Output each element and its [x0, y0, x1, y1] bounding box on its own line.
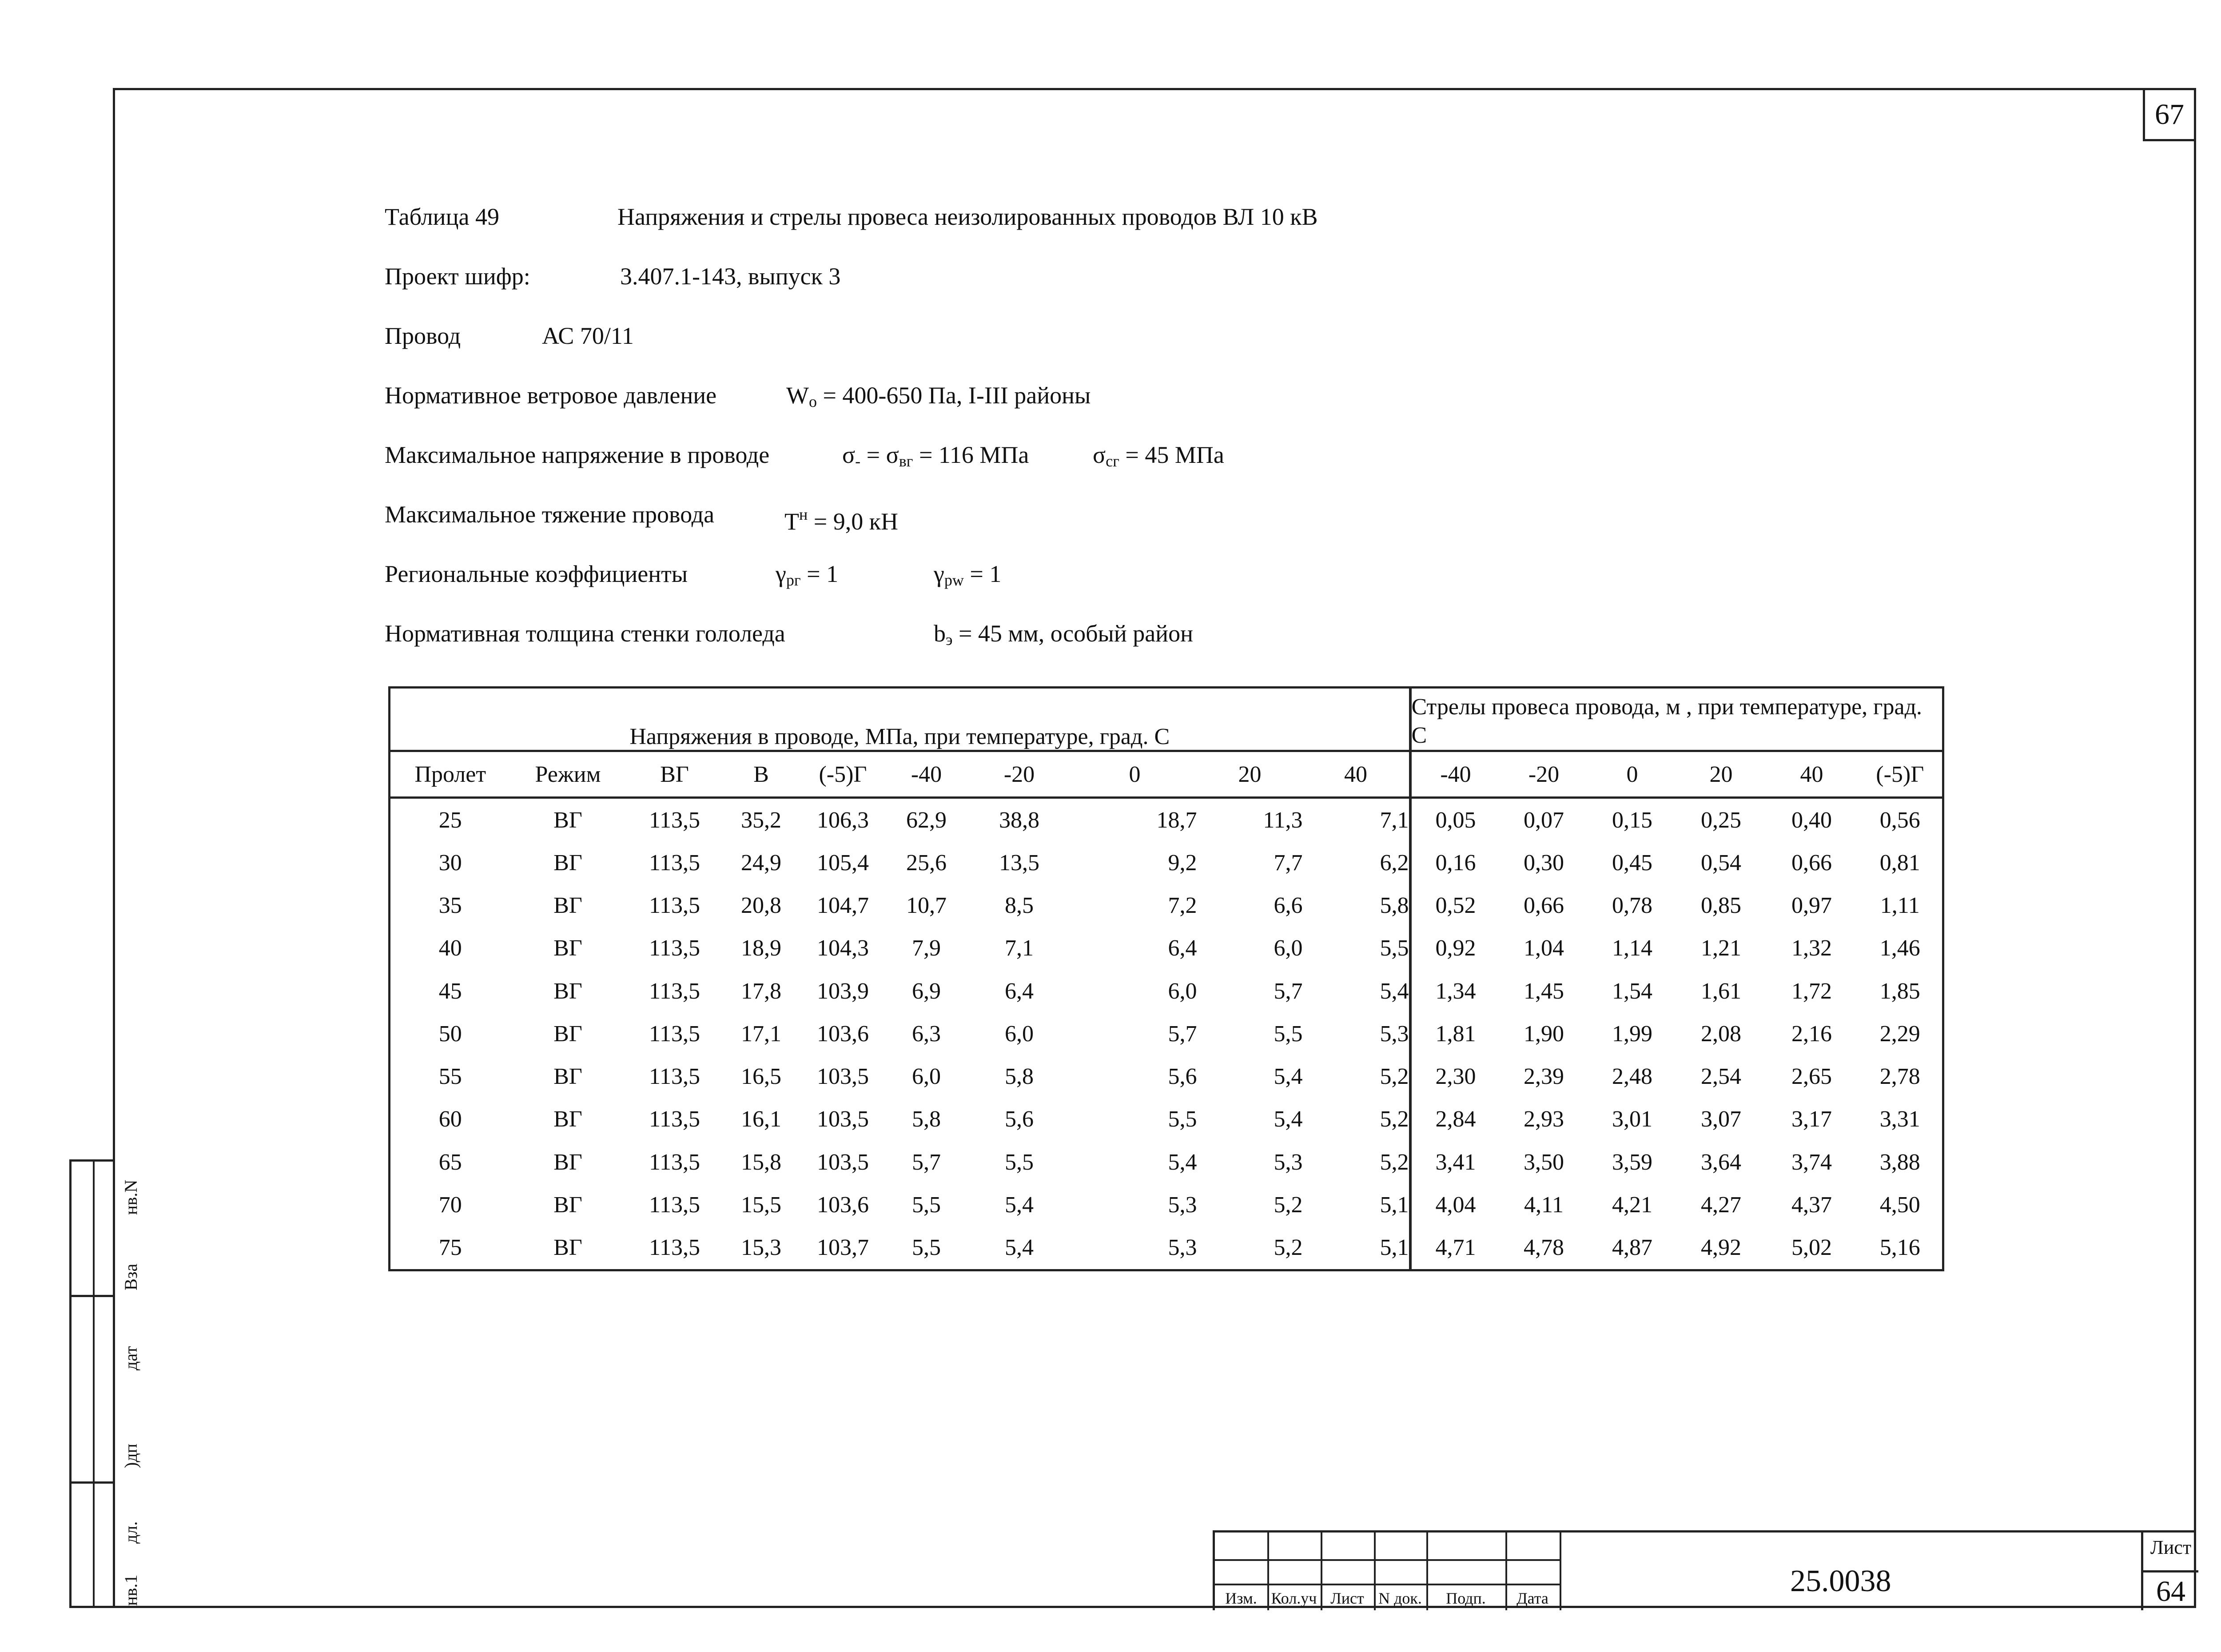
column-header: -40	[887, 751, 966, 798]
table-row	[390, 1183, 1943, 1226]
table-cell: 2,65	[1791, 1064, 1832, 1090]
table-cell: 35	[438, 893, 462, 919]
table-cell: 5,8	[1380, 893, 1409, 919]
table-row	[390, 1141, 1943, 1183]
document-code: 25.0038	[1790, 1564, 1891, 1598]
tb-hline-1	[1215, 1559, 1561, 1561]
table-cell: ВГ	[553, 1107, 582, 1132]
column-header: 0	[1588, 751, 1677, 798]
table-cell: 5,7	[912, 1149, 941, 1175]
table-cell: ВГ	[553, 1192, 582, 1218]
table-cell: 0,85	[1701, 893, 1742, 919]
table-cell: 103,6	[817, 1021, 869, 1047]
table-body	[390, 798, 1943, 1270]
table-cell: 75	[438, 1235, 462, 1261]
table-cell: 113,5	[649, 1021, 701, 1047]
table-cell: 5,1	[1380, 1192, 1409, 1218]
table-cell: 1,54	[1612, 978, 1653, 1004]
wind-value: $W_o = 400-650$ Па, I-III районы	[786, 382, 1091, 410]
table-cell: 7,2	[1168, 893, 1197, 919]
table-cell: 65	[438, 1149, 462, 1175]
coef-label: Региональные коэффициенты	[385, 561, 688, 587]
table-cell: 3,74	[1791, 1149, 1832, 1175]
table-cell: ВГ	[553, 850, 582, 876]
tb-label-list: Лист	[1330, 1589, 1364, 1607]
table-cell: 0,54	[1701, 850, 1742, 876]
table-cell: 4,21	[1612, 1192, 1653, 1218]
table-cell: 4,37	[1791, 1192, 1832, 1218]
table-cell: 5,5	[1274, 1021, 1303, 1047]
table-cell: 5,2	[1380, 1064, 1409, 1090]
table-cell: 103,5	[817, 1107, 869, 1132]
table-cell: 25,6	[906, 850, 947, 876]
table-cell: 6,6	[1274, 893, 1303, 919]
tb-label-ndok: N док.	[1378, 1589, 1422, 1607]
table-row	[390, 1226, 1943, 1270]
table-cell: 6,0	[1005, 1021, 1034, 1047]
side-stamp-label-1b: нв.N	[121, 1179, 141, 1215]
table-cell: 5,8	[1005, 1064, 1034, 1090]
column-header: Пролет	[390, 751, 510, 798]
table-row	[390, 1055, 1943, 1098]
table-cell: 113,5	[649, 1107, 701, 1132]
side-stamp-label-2a: дат	[121, 1346, 141, 1370]
table-cell: 15,5	[741, 1192, 781, 1218]
table-cell: 0,78	[1612, 893, 1653, 919]
table-cell: 1,45	[1524, 978, 1564, 1004]
table-cell: ВГ	[553, 1149, 582, 1175]
sheet-number: 64	[2143, 1570, 2198, 1610]
table-cell: 8,5	[1005, 893, 1034, 919]
table-cell: 4,27	[1701, 1192, 1742, 1218]
column-header: -40	[1410, 751, 1500, 798]
table-cell: 3,59	[1612, 1149, 1653, 1175]
table-cell: 106,3	[817, 807, 869, 833]
table-row	[390, 884, 1943, 927]
side-stamp-divider-2	[72, 1481, 115, 1484]
side-stamp-label-2b: )дп	[121, 1443, 141, 1468]
table-cell: 0,92	[1410, 927, 1500, 970]
table-cell: 1,90	[1524, 1021, 1564, 1047]
table-cell: 7,7	[1274, 850, 1303, 876]
table-cell: 103,9	[817, 978, 869, 1004]
table-cell: 2,30	[1410, 1055, 1500, 1098]
table-cell: 5,5	[1005, 1149, 1034, 1175]
table-cell: 5,8	[912, 1107, 941, 1132]
table-cell: 105,4	[817, 850, 869, 876]
table-cell: 0,07	[1524, 807, 1564, 833]
table-cell: 0,15	[1612, 807, 1653, 833]
table-cell: 24,9	[741, 850, 781, 876]
table-cell: 2,48	[1612, 1064, 1653, 1090]
table-cell: 5,7	[1168, 1021, 1197, 1047]
table-cell: 2,08	[1701, 1021, 1742, 1047]
page-number: 67	[2143, 88, 2196, 141]
table-cell: 4,11	[1524, 1192, 1564, 1218]
table-row	[390, 1098, 1943, 1141]
project-label: Проект шифр:	[385, 263, 530, 290]
table-cell: 17,8	[741, 978, 781, 1004]
table-cell: 3,41	[1410, 1141, 1500, 1183]
table-cell: 113,5	[649, 850, 701, 876]
table-cell: 30	[438, 850, 462, 876]
table-cell: 5,4	[1168, 1149, 1197, 1175]
table-cell: 5,5	[1168, 1107, 1197, 1132]
table-cell: 3,01	[1612, 1107, 1653, 1132]
table-cell: 113,5	[649, 1192, 701, 1218]
table-cell: 10,7	[906, 893, 947, 919]
table-cell: 4,78	[1524, 1235, 1564, 1261]
table-cell: 5,4	[1005, 1192, 1034, 1218]
tension-value: $T^н = 9,0$ кН	[784, 506, 898, 535]
table-cell: 3,50	[1524, 1149, 1564, 1175]
table-cell: 1,32	[1791, 935, 1832, 961]
table-row	[390, 798, 1943, 842]
table-cell: 6,9	[912, 978, 941, 1004]
table-cell: 5,2	[1380, 1107, 1409, 1132]
table-cell: 5,3	[1168, 1192, 1197, 1218]
table-cell: 15,8	[741, 1149, 781, 1175]
table-cell: 2,29	[1879, 1021, 1920, 1047]
table-cell: 4,04	[1410, 1183, 1500, 1226]
table-cell: 0,52	[1410, 884, 1500, 927]
coef-2: $\gamma_{pw} = 1$	[934, 561, 1002, 589]
side-stamp	[69, 1159, 141, 1608]
column-header: -20	[1500, 751, 1588, 798]
table-cell: ВГ	[553, 807, 582, 833]
table-cell: 6,2	[1380, 850, 1409, 876]
table-cell: 103,6	[817, 1192, 869, 1218]
table-cell: 5,5	[912, 1235, 941, 1261]
table-cell: 113,5	[649, 1235, 701, 1261]
table-cell: 103,7	[817, 1235, 869, 1261]
ice-value: $b_э = 45$ мм, особый район	[934, 620, 1193, 649]
table-cell: 5,02	[1791, 1235, 1832, 1261]
tb-vline-6	[1560, 1533, 1561, 1610]
stress-value-1: $\sigma_- = \sigma_{вг} = 116$ МПа	[842, 442, 1029, 470]
stress-label: Максимальное напряжение в проводе	[385, 442, 770, 468]
sag-group-header: Стрелы провеса провода, м , при температуре, град. С	[1410, 688, 1943, 751]
tension-label: Максимальное тяжение провода	[385, 501, 715, 528]
table-cell: 4,92	[1701, 1235, 1742, 1261]
table-cell: 2,54	[1701, 1064, 1742, 1090]
table-cell: ВГ	[553, 893, 582, 919]
table-cell: 7,1	[1380, 807, 1409, 833]
table-row	[390, 970, 1943, 1012]
table-cell: ВГ	[553, 935, 582, 961]
table-cell: 2,16	[1791, 1021, 1832, 1047]
column-header: (-5)Г	[799, 751, 887, 798]
column-header: 20	[1677, 751, 1766, 798]
table-cell: 113,5	[649, 807, 701, 833]
side-stamp-label-3a: дл.	[121, 1521, 141, 1544]
table-cell: 3,07	[1701, 1107, 1742, 1132]
table-cell: 103,5	[817, 1064, 869, 1090]
table-cell: 0,81	[1879, 850, 1920, 876]
table-cell: 0,97	[1791, 893, 1832, 919]
tb-hline-2	[1215, 1584, 1561, 1585]
tb-label-izm: Изм.	[1225, 1589, 1257, 1607]
table-cell: 5,3	[1168, 1235, 1197, 1261]
column-header: 40	[1766, 751, 1858, 798]
table-cell: 5,2	[1380, 1149, 1409, 1175]
table-cell: 113,5	[649, 1064, 701, 1090]
table-cell: 38,8	[999, 807, 1039, 833]
table-cell: 113,5	[649, 893, 701, 919]
table-cell: 5,4	[1005, 1235, 1034, 1261]
column-header: -20	[966, 751, 1073, 798]
table-cell: 40	[438, 935, 462, 961]
table-cell: 2,78	[1879, 1064, 1920, 1090]
table-cell: 45	[438, 978, 462, 1004]
table-label: Таблица 49	[385, 203, 499, 230]
wind-label: Нормативное ветровое давление	[385, 382, 717, 409]
column-header: 40	[1303, 751, 1410, 798]
table-cell: 6,4	[1005, 978, 1034, 1004]
table-cell: 5,3	[1274, 1149, 1303, 1175]
stress-sag-table	[388, 686, 1944, 1271]
table-cell: 0,40	[1791, 807, 1832, 833]
tb-label-koluch: Кол.уч	[1271, 1589, 1317, 1607]
table-cell: 1,99	[1612, 1021, 1653, 1047]
table-cell: 4,87	[1612, 1235, 1653, 1261]
table-cell: 17,1	[741, 1021, 781, 1047]
table-cell: 6,0	[1168, 978, 1197, 1004]
side-stamp-divider-1	[72, 1295, 115, 1297]
table-cell: ВГ	[553, 1021, 582, 1047]
table-cell: 4,71	[1410, 1226, 1500, 1270]
column-header: Режим	[510, 751, 626, 798]
table-cell: 0,66	[1524, 893, 1564, 919]
table-cell: 3,31	[1879, 1107, 1920, 1132]
table-cell: 103,5	[817, 1149, 869, 1175]
table-row	[390, 841, 1943, 884]
table-cell: 5,2	[1274, 1235, 1303, 1261]
table-cell: 6,3	[912, 1021, 941, 1047]
table-cell: 5,5	[912, 1192, 941, 1218]
column-header: 0	[1073, 751, 1197, 798]
table-cell: 7,9	[912, 935, 941, 961]
table-cell: 1,61	[1701, 978, 1742, 1004]
table-cell: 9,2	[1168, 850, 1197, 876]
title-block-grid	[1213, 1533, 1561, 1610]
table-row	[390, 1012, 1943, 1055]
table-cell: 1,21	[1701, 935, 1742, 961]
column-header: В	[724, 751, 799, 798]
table-cell: 62,9	[906, 807, 947, 833]
table-cell: 2,84	[1410, 1098, 1500, 1141]
table-cell: 2,93	[1524, 1107, 1564, 1132]
side-stamp-label-1: Вза	[121, 1263, 141, 1290]
table-cell: 104,3	[817, 935, 869, 961]
column-header: (-5)Г	[1858, 751, 1943, 798]
column-header: ВГ	[626, 751, 724, 798]
wire-label: Провод	[385, 322, 461, 349]
table-cell: 5,7	[1274, 978, 1303, 1004]
table-cell: 5,6	[1005, 1107, 1034, 1132]
stress-group-header: Напряжения в проводе, МПа, при температуре, град. С	[390, 688, 1410, 751]
table-cell: 6,4	[1168, 935, 1197, 961]
ice-label: Нормативная толщина стенки гололеда	[385, 620, 785, 647]
wire-value: АС 70/11	[542, 322, 634, 349]
table-cell: 25	[438, 807, 462, 833]
table-cell: ВГ	[553, 1235, 582, 1261]
table-cell: 2,39	[1524, 1064, 1564, 1090]
table-cell: 1,04	[1524, 935, 1564, 961]
table-cell: 60	[438, 1107, 462, 1132]
table-cell: 16,1	[741, 1107, 781, 1132]
table-cell: 3,17	[1791, 1107, 1832, 1132]
table-cell: 113,5	[649, 1149, 701, 1175]
table-cell: 1,14	[1612, 935, 1653, 961]
table-cell: 5,4	[1274, 1064, 1303, 1090]
table-cell: 1,46	[1879, 935, 1920, 961]
table-cell: 113,5	[649, 978, 701, 1004]
table-cell: 104,7	[817, 893, 869, 919]
tb-label-data: Дата	[1516, 1589, 1548, 1607]
table-cell: 20,8	[741, 893, 781, 919]
table-cell: 6,0	[1274, 935, 1303, 961]
table-cell: 3,64	[1701, 1149, 1742, 1175]
sheet-label: Лист	[2150, 1537, 2192, 1558]
table-cell: 13,5	[999, 850, 1039, 876]
sheet-box	[2141, 1533, 2198, 1610]
table-cell: 5,3	[1380, 1021, 1409, 1047]
table-cell: 5,1	[1380, 1235, 1409, 1261]
table-cell: 1,85	[1879, 978, 1920, 1004]
table-cell: 5,5	[1380, 935, 1409, 961]
coef-1: $\gamma_{pг} = 1$	[776, 561, 839, 589]
table-cell: 0,16	[1410, 841, 1500, 884]
table-cell: 11,3	[1263, 807, 1303, 833]
table-cell: 6,0	[912, 1064, 941, 1090]
table-cell: 4,50	[1879, 1192, 1920, 1218]
table-cell: 16,5	[741, 1064, 781, 1090]
table-cell: 0,56	[1879, 807, 1920, 833]
table-cell: 5,16	[1879, 1235, 1920, 1261]
table-cell: 1,81	[1410, 1012, 1500, 1055]
table-cell: 5,2	[1274, 1192, 1303, 1218]
table-cell: 1,11	[1880, 893, 1920, 919]
table-cell: 55	[438, 1064, 462, 1090]
table-cell: ВГ	[553, 1064, 582, 1090]
table-cell: 0,66	[1791, 850, 1832, 876]
column-headers	[390, 751, 1943, 798]
stress-value-2: $\sigma_{сг} = 45$ МПа	[1093, 442, 1224, 470]
tb-label-podp: Подп.	[1446, 1589, 1486, 1607]
side-stamp-label-3b: нв.1	[121, 1574, 141, 1606]
table-cell: 7,1	[1005, 935, 1034, 961]
table-cell: 5,4	[1274, 1107, 1303, 1132]
table-cell: 18,9	[741, 935, 781, 961]
table-cell: 0,30	[1524, 850, 1564, 876]
table-cell: 35,2	[741, 807, 781, 833]
table-cell: 1,72	[1791, 978, 1832, 1004]
table-cell: 0,05	[1410, 798, 1500, 842]
table-cell: 1,34	[1410, 970, 1500, 1012]
table-cell: 18,7	[1156, 807, 1197, 833]
table-cell: 3,88	[1879, 1149, 1920, 1175]
table-cell: 50	[438, 1021, 462, 1047]
table-cell: 5,4	[1380, 978, 1409, 1004]
side-stamp-vline	[93, 1162, 95, 1608]
table-cell: 5,6	[1168, 1064, 1197, 1090]
column-header: 20	[1197, 751, 1303, 798]
table-cell: 70	[438, 1192, 462, 1218]
table-cell: 15,3	[741, 1235, 781, 1261]
table-row	[390, 927, 1943, 970]
project-value: 3.407.1-143, выпуск 3	[620, 263, 841, 290]
table-title: Напряжения и стрелы провеса неизолированных проводов ВЛ 10 кВ	[617, 203, 1318, 230]
title-block	[1213, 1530, 2196, 1610]
table-cell: ВГ	[553, 978, 582, 1004]
table-cell: 0,25	[1701, 807, 1742, 833]
table-cell: 113,5	[649, 935, 701, 961]
table-cell: 0,45	[1612, 850, 1653, 876]
